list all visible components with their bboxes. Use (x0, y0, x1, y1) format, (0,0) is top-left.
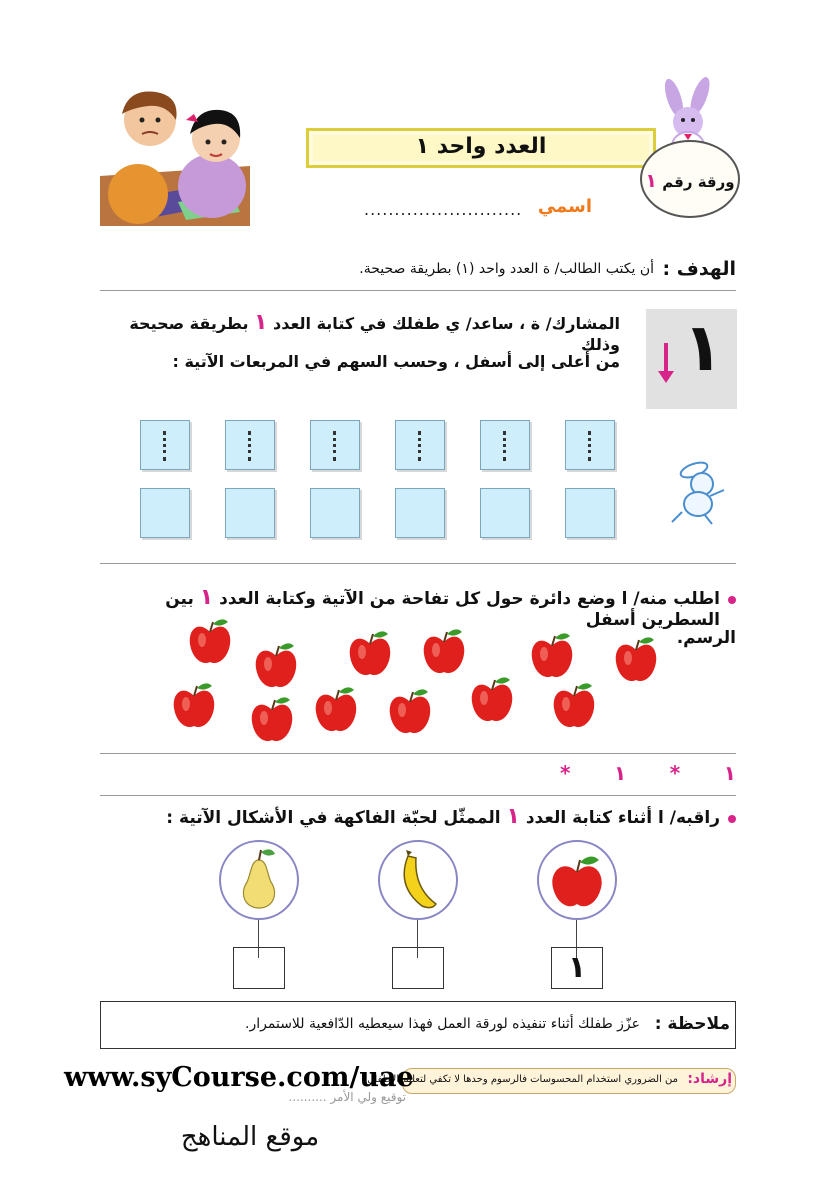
divider (100, 563, 736, 564)
write-box[interactable] (565, 488, 615, 538)
apple-icon[interactable] (554, 683, 595, 727)
divider (100, 290, 736, 291)
dotted-guide (418, 431, 421, 461)
answer-box[interactable]: ١ (551, 947, 603, 989)
goal-label: الهدف : (662, 258, 736, 280)
apples-group (170, 616, 630, 748)
instruction-text-b: بطريقة صحيحة وذلك (129, 314, 620, 354)
trace-box[interactable] (310, 420, 360, 470)
apple-task-text-b: بين السطرين أسفل (165, 589, 720, 630)
trace-box[interactable] (565, 420, 615, 470)
hint-label: إرشاد: (687, 1071, 732, 1087)
guardian-signature-line: توقيع ولي الأمر .......... (288, 1090, 406, 1104)
writing-line-item: ١ (614, 761, 627, 785)
fruit-task-text-a: راقبه/ ا أثناء كتابة العدد (525, 808, 720, 828)
name-label: اسمي (537, 196, 592, 217)
apple-icon[interactable] (190, 619, 231, 663)
apple-icon[interactable] (174, 683, 215, 727)
bullet-icon (728, 815, 736, 823)
name-field-line[interactable]: .......................... (364, 200, 523, 219)
down-arrow-icon (664, 343, 668, 373)
sheet-label-text: ورقة رقم (662, 173, 735, 191)
banana-icon (380, 842, 456, 918)
fruit-task-line (150, 804, 720, 829)
pear-icon (221, 842, 297, 918)
site-url[interactable]: www.syCourse.com/uae (64, 1062, 414, 1093)
apple-icon[interactable] (316, 687, 357, 731)
write-box[interactable] (395, 488, 445, 538)
writing-line-top (100, 753, 736, 754)
fruit-circle (378, 840, 458, 920)
running-rabbit-icon (664, 456, 734, 528)
bullet-icon (728, 596, 736, 604)
children-writing-illustration (100, 86, 250, 226)
apple-task-line-2: الرسم. (676, 628, 736, 648)
dotted-guide (163, 431, 166, 461)
instruction-line-2: من أعلى إلى أسفل ، وحسب السهم في المربعات الآتية : (172, 352, 620, 371)
trace-box[interactable] (395, 420, 445, 470)
digit-example: ١ (682, 309, 723, 386)
write-box[interactable] (140, 488, 190, 538)
apple-icon[interactable] (350, 631, 391, 675)
answer-box[interactable] (233, 947, 285, 989)
apple-task-text-a: اطلب منه/ ا وضع دائرة حول كل تفاحة من الآتية وكتابة العدد (219, 589, 720, 609)
trace-box[interactable] (225, 420, 275, 470)
apple-icon[interactable] (256, 643, 297, 687)
fruit-circle (537, 840, 617, 920)
trace-box[interactable] (140, 420, 190, 470)
writing-line-row[interactable] (560, 761, 736, 785)
apple-icon[interactable] (472, 677, 513, 721)
digit-example-box (646, 309, 737, 409)
page-title: العدد واحد ١ (415, 134, 547, 159)
sheet-number: ١ (645, 170, 658, 192)
note-label: ملاحظة : (654, 1014, 730, 1034)
sheet-number-label (636, 170, 744, 192)
site-watermark: موقع المناهج (180, 1122, 320, 1152)
write-box[interactable] (310, 488, 360, 538)
hint-text: من الضروري استخدام المحسوسات فالرسوم وحدها لا تكفي لتعليم الأطفال (367, 1074, 678, 1085)
answer-box[interactable] (392, 947, 444, 989)
apple-task-digit: ١ (199, 585, 214, 610)
write-box[interactable] (225, 488, 275, 538)
instruction-line-1 (100, 310, 620, 354)
dotted-guide (503, 431, 506, 461)
instruction-text-a: المشارك/ ة ، ساعد/ ي طفلك في كتابة العدد (273, 314, 620, 333)
fruit-task-text-b: الممثّل لحبّة الفاكهة في الأشكال الآتية : (166, 808, 501, 828)
apple-icon[interactable] (532, 633, 573, 677)
writing-line-bottom (100, 795, 736, 796)
write-box[interactable] (480, 488, 530, 538)
writing-line-item: ١ (723, 761, 736, 785)
apple-icon[interactable] (390, 689, 431, 733)
fruit-task-digit: ١ (506, 804, 520, 829)
fruit-circle (219, 840, 299, 920)
writing-line-item: * (669, 761, 681, 785)
writing-line-item: * (560, 761, 571, 785)
trace-box[interactable] (480, 420, 530, 470)
dotted-guide (248, 431, 251, 461)
apple-icon[interactable] (252, 697, 293, 741)
dotted-guide (588, 431, 591, 461)
goal-text: أن يكتب الطالب/ ة العدد واحد (١) بطريقة صحيحة. (359, 261, 654, 277)
note-text: عزّز طفلك أثناء تنفيذه لورقة العمل فهذا سيعطيه الدّافعية للاستمرار. (245, 1016, 640, 1032)
instruction-digit: ١ (254, 310, 268, 335)
apple-icon (539, 842, 615, 918)
apple-icon[interactable] (424, 629, 465, 673)
dotted-guide (333, 431, 336, 461)
